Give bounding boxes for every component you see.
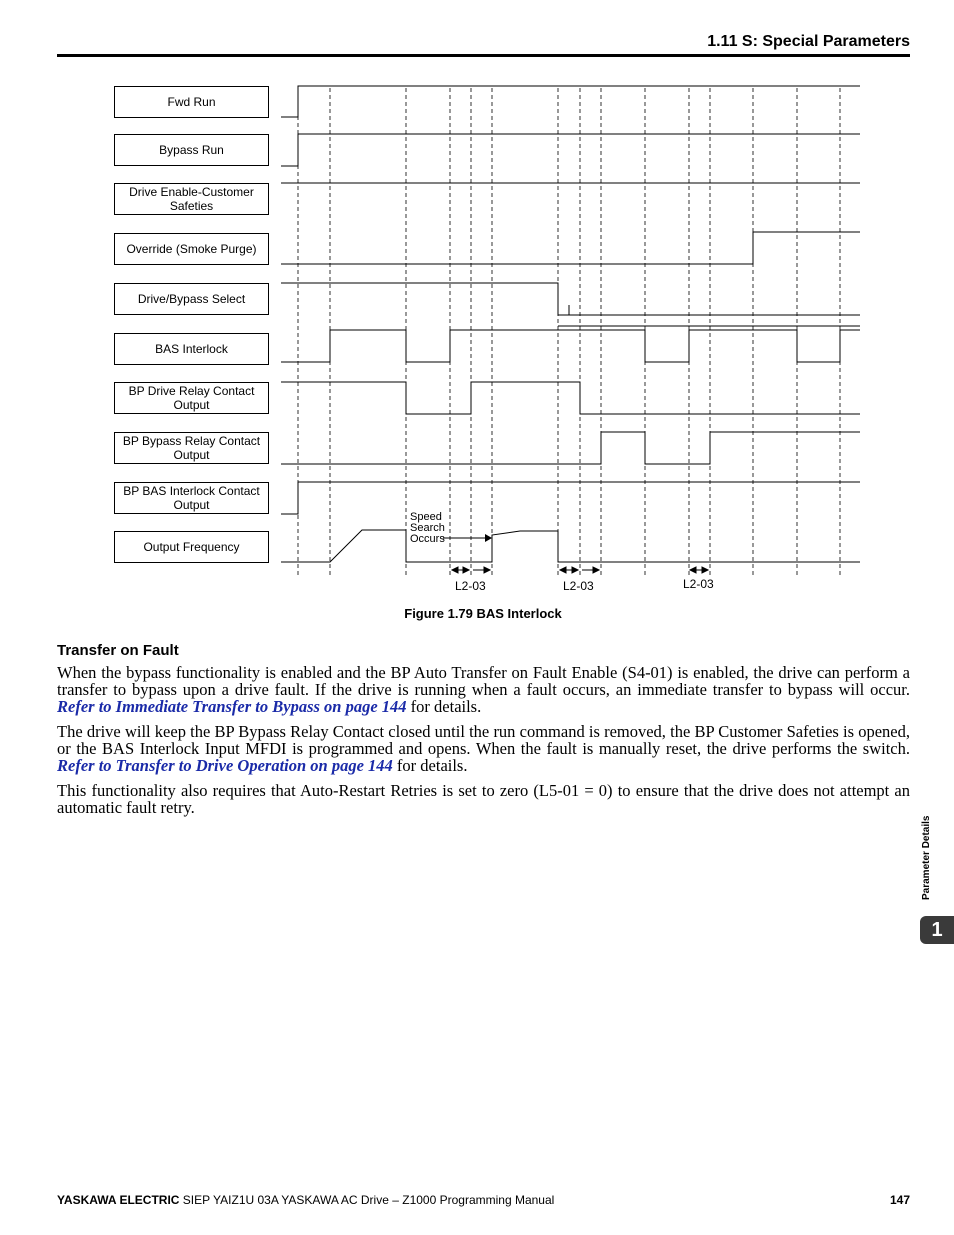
paragraph-1-suffix: for details. xyxy=(406,697,482,716)
timing-label-3: L2-03 xyxy=(683,577,714,591)
paragraph-3: This functionality also requires that Auto-Restart Retries is set to zero (L5-01 = 0) to ensure that the drive does not attempt an automatic fault retry. xyxy=(57,781,910,817)
footer-doc-title: SIEP YAIZ1U 03A YASKAWA AC Drive – Z1000 Programming Manual xyxy=(179,1193,555,1207)
page-number: 147 xyxy=(889,1193,910,1207)
timing-label-2: L2-03 xyxy=(563,579,594,593)
wave-output-frequency xyxy=(281,530,860,562)
wave-fwd-run xyxy=(281,86,860,117)
paragraph-1-text: When the bypass functionality is enabled and the BP Auto Transfer on Fault Enable (S4-01) is enabled, the drive can perform a transfer to bypass upon a drive fault. If the drive is running when a fault occurs, an immediate transfer to bypass will occur. xyxy=(57,663,910,699)
signal-label-override: Override (Smoke Purge) xyxy=(114,233,269,265)
wave-bp-bypass-relay xyxy=(281,432,860,464)
wave-override xyxy=(281,232,860,264)
footer-doc xyxy=(57,1193,554,1207)
signal-label-drive-bypass-select: Drive/Bypass Select xyxy=(114,283,269,315)
wave-bypass-run xyxy=(281,134,860,166)
signal-label-fwd-run: Fwd Run xyxy=(114,86,269,118)
speed-search-arrow xyxy=(485,534,492,542)
paragraph-1 xyxy=(57,664,910,715)
signal-label-bypass-run: Bypass Run xyxy=(114,134,269,166)
link-immediate-transfer[interactable]: Refer to Immediate Transfer to Bypass on page 144 xyxy=(57,697,407,716)
annotation-line-2: Search xyxy=(410,522,445,534)
wave-drive-bypass-select xyxy=(281,283,860,315)
guide-lines xyxy=(298,88,840,578)
wave-bas-interlock xyxy=(281,330,860,362)
signal-label-bas-interlock: BAS Interlock xyxy=(114,333,269,365)
paragraph-2-suffix: for details. xyxy=(392,756,468,775)
signal-label-output-frequency: Output Frequency xyxy=(114,531,269,563)
annotation-line-3: Occurs xyxy=(410,533,445,545)
paragraph-2-text: The drive will keep the BP Bypass Relay Contact closed until the run command is removed, the BP Customer Safeties is opened, or the BAS Interlock Input MFDI is programmed and opens. When the fault is manually reset, the drive performs the switch. xyxy=(57,722,910,758)
annotation-line-1: Speed xyxy=(410,511,442,523)
wave-bp-bas-interlock xyxy=(281,482,860,514)
paragraph-2 xyxy=(57,723,910,774)
section-title: 1.11 S: Special Parameters xyxy=(707,33,910,50)
link-transfer-to-drive[interactable]: Refer to Transfer to Drive Operation on page 144 xyxy=(57,756,393,775)
side-tab-label: Parameter Details xyxy=(921,815,932,900)
section-heading: Transfer on Fault xyxy=(57,642,179,659)
footer-brand: YASKAWA ELECTRIC xyxy=(57,1193,180,1207)
signal-label-drive-enable: Drive Enable-Customer Safeties xyxy=(114,183,269,215)
signal-label-bp-bas-interlock: BP BAS Interlock Contact Output xyxy=(114,482,269,514)
signal-label-bp-drive-relay: BP Drive Relay Contact Output xyxy=(114,382,269,414)
timing-label-1: L2-03 xyxy=(455,579,486,593)
wave-bp-drive-relay xyxy=(281,382,860,414)
signal-label-bp-bypass-relay: BP Bypass Relay Contact Output xyxy=(114,432,269,464)
side-tab-number[interactable]: 1 xyxy=(920,916,954,944)
figure-caption: Figure 1.79 BAS Interlock xyxy=(404,606,562,621)
timing-diagram xyxy=(0,0,954,600)
